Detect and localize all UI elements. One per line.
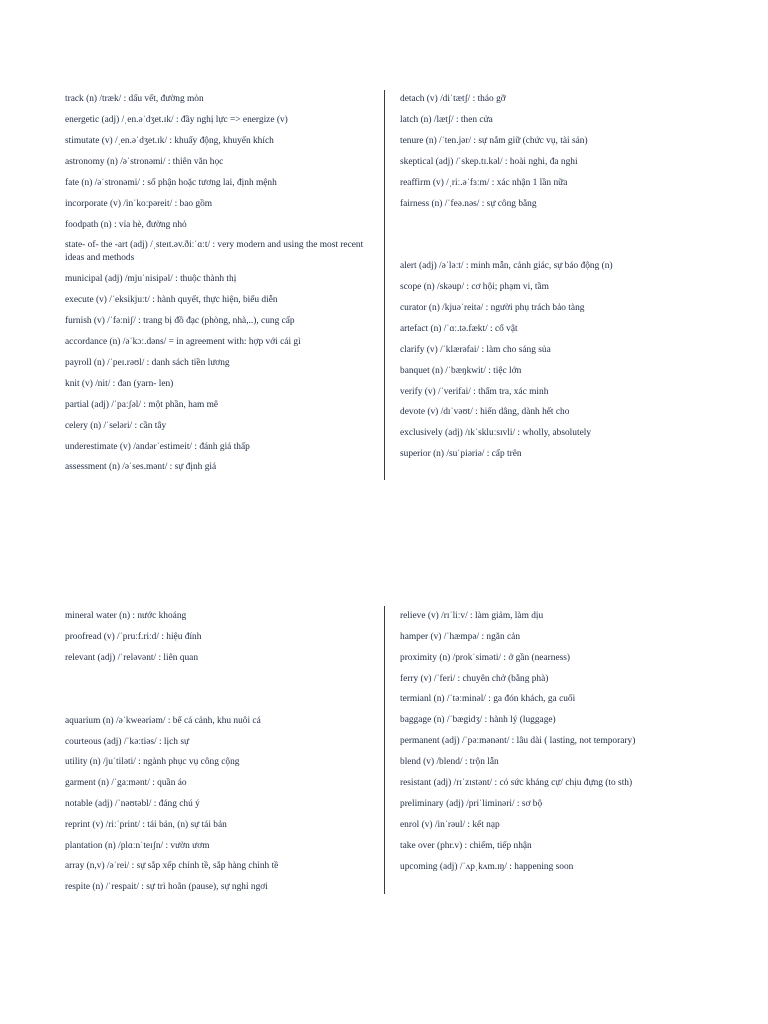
- bottom-column-divider: [384, 606, 385, 894]
- vocab-entry: curator (n) /kjuəˈreitə/ : người phụ trách bảo tàng: [400, 303, 585, 313]
- vocab-entry: skeptical (adj) /ˈskep.tɪ.kəl/ : hoài nghi, đa nghi: [400, 157, 578, 167]
- vocab-entry: tenure (n) /ˈten.jər/ : sự nắm giữ (chức vụ, tài sản): [400, 136, 588, 146]
- vocab-entry: upcoming (adj) /ˈʌpˌkʌm.ɪŋ/ : happening soon: [400, 862, 574, 872]
- top-column-divider: [384, 90, 385, 480]
- vocab-entry: devote (v) /dɪˈvəʊt/ : hiến dâng, dành hết cho: [400, 407, 570, 417]
- vocab-entry: knit (v) /nit/ : đan (yarn- len): [65, 379, 174, 389]
- vocab-entry: fairness (n) /ˈfeə.nəs/ : sự công bằng: [400, 199, 537, 209]
- vocab-entry: courteous (adj) /ˈkəːtiəs/ : lịch sự: [65, 737, 190, 747]
- vocab-entry: stimutate (v) /ˌen.əˈdʒet.ɪk/ : khuấy động, khuyến khích: [65, 136, 274, 146]
- vocab-entry: hamper (v) /ˈhæmpə/ : ngăn cản: [400, 632, 521, 642]
- vocab-entry: foodpath (n) : vỉa hè, đường nhỏ: [65, 220, 187, 230]
- vocab-entry: plantation (n) /plɑːnˈteɪʃn/ : vườn ươm: [65, 841, 210, 851]
- vocab-entry: latch (n) /lætʃ/ : then cửa: [400, 115, 493, 125]
- vocab-entry: underestimate (v) /andərˈestimeit/ : đánh giá thấp: [65, 442, 250, 452]
- vocab-entry: mineral water (n) : nước khoáng: [65, 611, 187, 621]
- vocab-entry: accordance (n) /əˈkɔː.dəns/ = in agreement with: hợp với cái gì: [65, 337, 301, 347]
- vocab-entry: astronomy (n) /əˈstronəmi/ : thiên văn học: [65, 157, 224, 167]
- vocab-entry: execute (v) /ˈeksikjuːt/ : hành quyết, thực hiện, biểu diễn: [65, 295, 278, 305]
- vocab-entry: take over (phr.v) : chiếm, tiếp nhận: [400, 841, 532, 851]
- vocab-entry: superior (n) /suˈpiəriə/ : cấp trên: [400, 449, 522, 459]
- vocab-entry: celery (n) /ˈseləri/ : cần tây: [65, 421, 167, 431]
- vocab-entry: proofread (v) /ˈpruːf.riːd/ : hiệu đính: [65, 632, 202, 642]
- vocab-entry: reaffirm (v) /ˌriː.əˈfɜːm/ : xác nhận 1 lần nữa: [400, 178, 568, 188]
- vocab-entry: relevant (adj) /ˈreləvənt/ : liên quan: [65, 653, 199, 663]
- vocab-entry: energetic (adj) /ˌen.əˈdʒet.ɪk/ : đầy nghị lực => energize (v): [65, 115, 288, 125]
- vocab-entry: clarify (v) /ˈklærəfai/ : làm cho sáng sủa: [400, 345, 551, 355]
- vocab-entry: proximity (n) /prokˈsiməti/ : ở gần (nearness): [400, 653, 571, 663]
- vocab-entry: furnish (v) /ˈfəːniʃ/ : trang bị đồ đạc (phòng, nhà,..), cung cấp: [65, 316, 295, 326]
- vocab-entry: notable (adj) /ˈnəʊtəbl/ : đáng chú ý: [65, 799, 200, 809]
- vocab-entry: banquet (n) /ˈbæŋkwit/ : tiệc lớn: [400, 366, 522, 376]
- vocab-entry: payroll (n) /ˈpeɪ.rəʊl/ : danh sách tiền lương: [65, 358, 230, 368]
- vocab-entry: garment (n) /ˈgaːmənt/ : quần áo: [65, 778, 187, 788]
- vocab-entry: alert (adj) /əˈləːt/ : minh mẫn, cảnh giác, sự báo động (n): [400, 261, 613, 271]
- vocab-entry: blend (v) /blend/ : trộn lẫn: [400, 757, 499, 767]
- vocab-entry: partial (adj) /ˈpaːʃəl/ : một phần, ham mê: [65, 400, 219, 410]
- vocab-entry: artefact (n) /ˈɑː.tə.fækt/ : cổ vật: [400, 324, 518, 334]
- vocab-entry: fate (n) /əˈstronəmi/ : số phận hoặc tương lai, định mệnh: [65, 178, 277, 188]
- vocab-entry: enrol (v) /inˈrəul/ : kết nạp: [400, 820, 500, 830]
- vocab-entry: track (n) /træk/ : dấu vết, đường mòn: [65, 94, 204, 104]
- vocab-entry: scope (n) /skəup/ : cơ hội; phạm vi, tầm: [400, 282, 549, 292]
- vocab-entry: ferry (v) /ˈferi/ : chuyên chở (bằng phà): [400, 674, 549, 684]
- vocab-entry: detach (v) /diˈtætʃ/ : tháo gỡ: [400, 94, 506, 104]
- vocab-entry: municipal (adj) /mjuˈnisipəl/ : thuộc thành thị: [65, 274, 237, 284]
- vocab-entry: state- of- the -art (adj) /ˌsteɪt.əv.ðiːˈɑːt/ : very modern and using the most recent ideas and methods: [65, 240, 364, 263]
- vocab-entry: exclusively (adj) /ɪkˈskluːsɪvli/ : wholly, absolutely: [400, 428, 592, 438]
- vocab-entry: preliminary (adj) /priˈliminəri/ : sơ bộ: [400, 799, 543, 809]
- vocab-entry: utility (n) /juˈtiləti/ : ngành phục vụ công cộng: [65, 757, 240, 767]
- vocab-entry: assessment (n) /əˈses.mənt/ : sự định giá: [65, 462, 217, 472]
- vocab-entry: termianl (n) /ˈtəːminəl/ : ga đón khách, ga cuối: [400, 694, 576, 704]
- vocab-entry: permanent (adj) /ˈpəːmənənt/ : lâu dài ( lasting, not temporary): [400, 736, 636, 746]
- vocab-entry: aquarium (n) /əˈkweəriəm/ : bể cá cảnh, khu nuôi cá: [65, 716, 261, 726]
- vocab-entry: incorporate (v) /inˈkoːpəreit/ : bao gồm: [65, 199, 213, 209]
- vocab-entry: reprint (v) /riːˈprint/ : tái bản, (n) sự tái bản: [65, 820, 227, 830]
- vocab-entry: relieve (v) /rɪˈliːv/ : làm giảm, làm dịu: [400, 611, 544, 621]
- vocab-entry: resistant (adj) /rɪˈzɪstənt/ : có sức kháng cự/ chịu đựng (to sth): [400, 778, 633, 788]
- vocab-entry: baggage (n) /ˈbægidʒ/ : hành lý (luggage): [400, 715, 556, 725]
- vocab-entry: verify (v) /ˈverifai/ : thẩm tra, xác minh: [400, 387, 549, 397]
- vocab-entry: respite (n) /ˈrespait/ : sự trì hoãn (pause), sự nghỉ ngơi: [65, 882, 268, 892]
- vocab-entry: array (n,v) /əˈrei/ : sự sắp xếp chỉnh tề, sắp hàng chỉnh tề: [65, 861, 279, 871]
